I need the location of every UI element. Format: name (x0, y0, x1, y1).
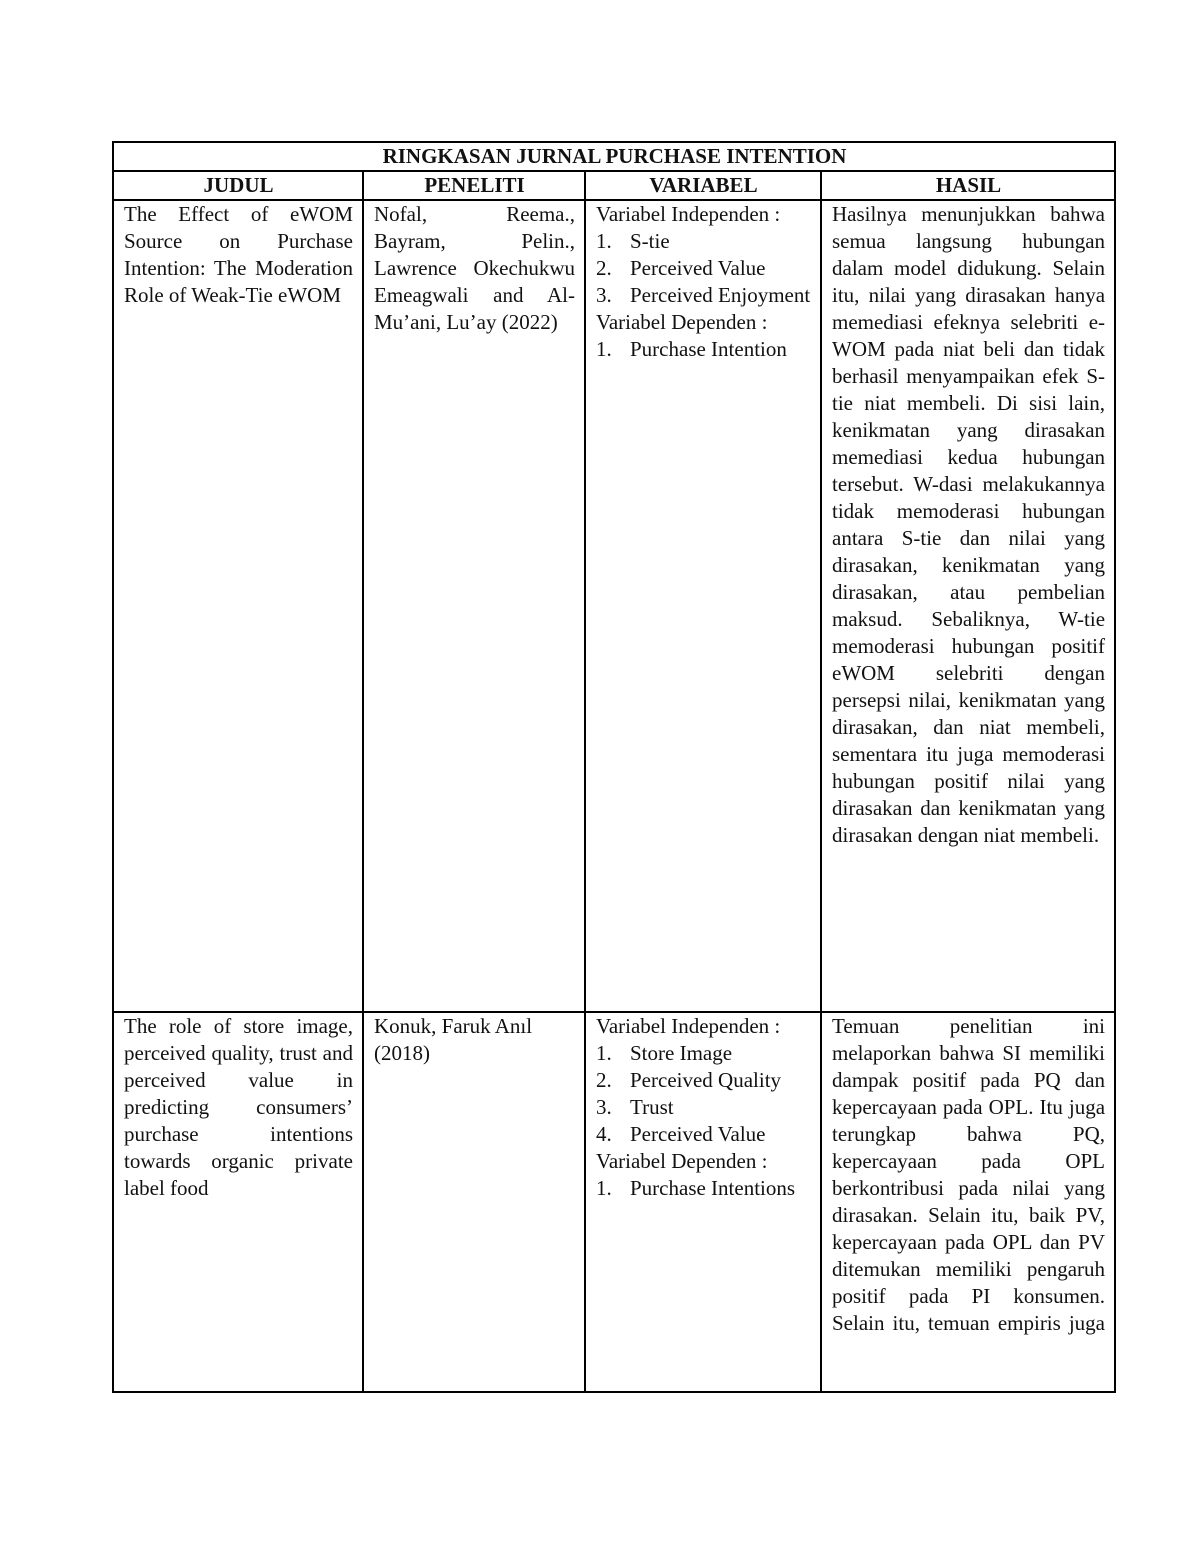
list-item (596, 336, 811, 363)
header-hasil: HASIL (821, 171, 1115, 200)
judul-cell: The role of store image, perceived quality, trust and perceived value in predicting consumers’ purchase intentions towards organic private label food (113, 1012, 363, 1392)
list-number: 3. (596, 283, 612, 307)
list-item (596, 255, 811, 282)
list-item (596, 1040, 811, 1067)
dependen-list (596, 336, 811, 363)
independen-list (596, 228, 811, 309)
list-item (596, 1121, 811, 1148)
journal-summary-table (112, 141, 1116, 1393)
independen-list (596, 1040, 811, 1148)
independen-label: Variabel Independen : (596, 202, 781, 226)
list-text: Purchase Intentions (630, 1176, 796, 1200)
list-number: 2. (596, 256, 612, 280)
list-number: 3. (596, 1095, 612, 1119)
list-text: Purchase Intention (630, 337, 787, 361)
list-number: 1. (596, 337, 612, 361)
list-text: Perceived Value (630, 1122, 766, 1146)
title-row (113, 142, 1115, 171)
list-number: 4. (596, 1122, 612, 1146)
list-text: Perceived Quality (630, 1068, 782, 1092)
list-number: 1. (596, 1176, 612, 1200)
hasil-cell: Hasilnya menunjukkan bahwa semua langsung hubungan dalam model didukung. Selain itu, nilai yang dirasakan hanya memediasi efeknya selebriti e-WOM pada niat beli dan tidak berhasil menyampaikan efek S-tie niat membeli. Di sisi lain, kenikmatan yang dirasakan memediasi kedua hubungan tersebut. W-dasi melakukannya tidak memoderasi hubungan antara S-tie dan nilai yang dirasakan, kenikmatan yang dirasakan, atau pembelian maksud. Sebaliknya, W-tie memoderasi hubungan positif eWOM selebriti dengan persepsi nilai, kenikmatan yang dirasakan, dan niat membeli, sementara itu juga memoderasi hubungan positif nilai yang dirasakan dan kenikmatan yang dirasakan dengan niat membeli. (821, 200, 1115, 1012)
list-number: 1. (596, 229, 612, 253)
list-text: Perceived Value (630, 256, 766, 280)
list-text: S-tie (630, 229, 670, 253)
peneliti-cell: Konuk, Faruk Anıl (2018) (363, 1012, 585, 1392)
list-item (596, 1175, 811, 1202)
peneliti-cell: Nofal, Reema., Bayram, Pelin., Lawrence Okechukwu Emeagwali and Al-Mu’ani, Lu’ay (2022) (363, 200, 585, 1012)
list-item (596, 1067, 811, 1094)
header-row (113, 171, 1115, 200)
dependen-list (596, 1175, 811, 1202)
dependen-label: Variabel Dependen : (596, 1149, 768, 1173)
table-title: RINGKASAN JURNAL PURCHASE INTENTION (113, 142, 1115, 171)
header-peneliti: PENELITI (363, 171, 585, 200)
list-text: Store Image (630, 1041, 733, 1065)
hasil-cell: Temuan penelitian ini melaporkan bahwa SI memiliki dampak positif pada PQ dan kepercayaan pada OPL. Itu juga terungkap bahwa PQ, kepercayaan pada OPL berkontribusi pada nilai yang dirasakan. Selain itu, baik PV, kepercayaan pada OPL dan PV ditemukan memiliki pengaruh positif pada PI konsumen. Selain itu, temuan empiris juga (821, 1012, 1115, 1392)
header-variabel: VARIABEL (585, 171, 821, 200)
header-judul: JUDUL (113, 171, 363, 200)
judul-cell: The Effect of eWOM Source on Purchase Intention: The Moderation Role of Weak-Tie eWOM (113, 200, 363, 1012)
table-row (113, 200, 1115, 1012)
independen-label: Variabel Independen : (596, 1014, 781, 1038)
variabel-cell (585, 200, 821, 1012)
list-text: Perceived Enjoyment (630, 283, 811, 307)
list-number: 1. (596, 1041, 612, 1065)
dependen-label: Variabel Dependen : (596, 310, 768, 334)
list-item (596, 282, 811, 309)
list-text: Trust (630, 1095, 674, 1119)
variabel-cell (585, 1012, 821, 1392)
table-row (113, 1012, 1115, 1392)
list-item (596, 228, 811, 255)
list-number: 2. (596, 1068, 612, 1092)
list-item (596, 1094, 811, 1121)
